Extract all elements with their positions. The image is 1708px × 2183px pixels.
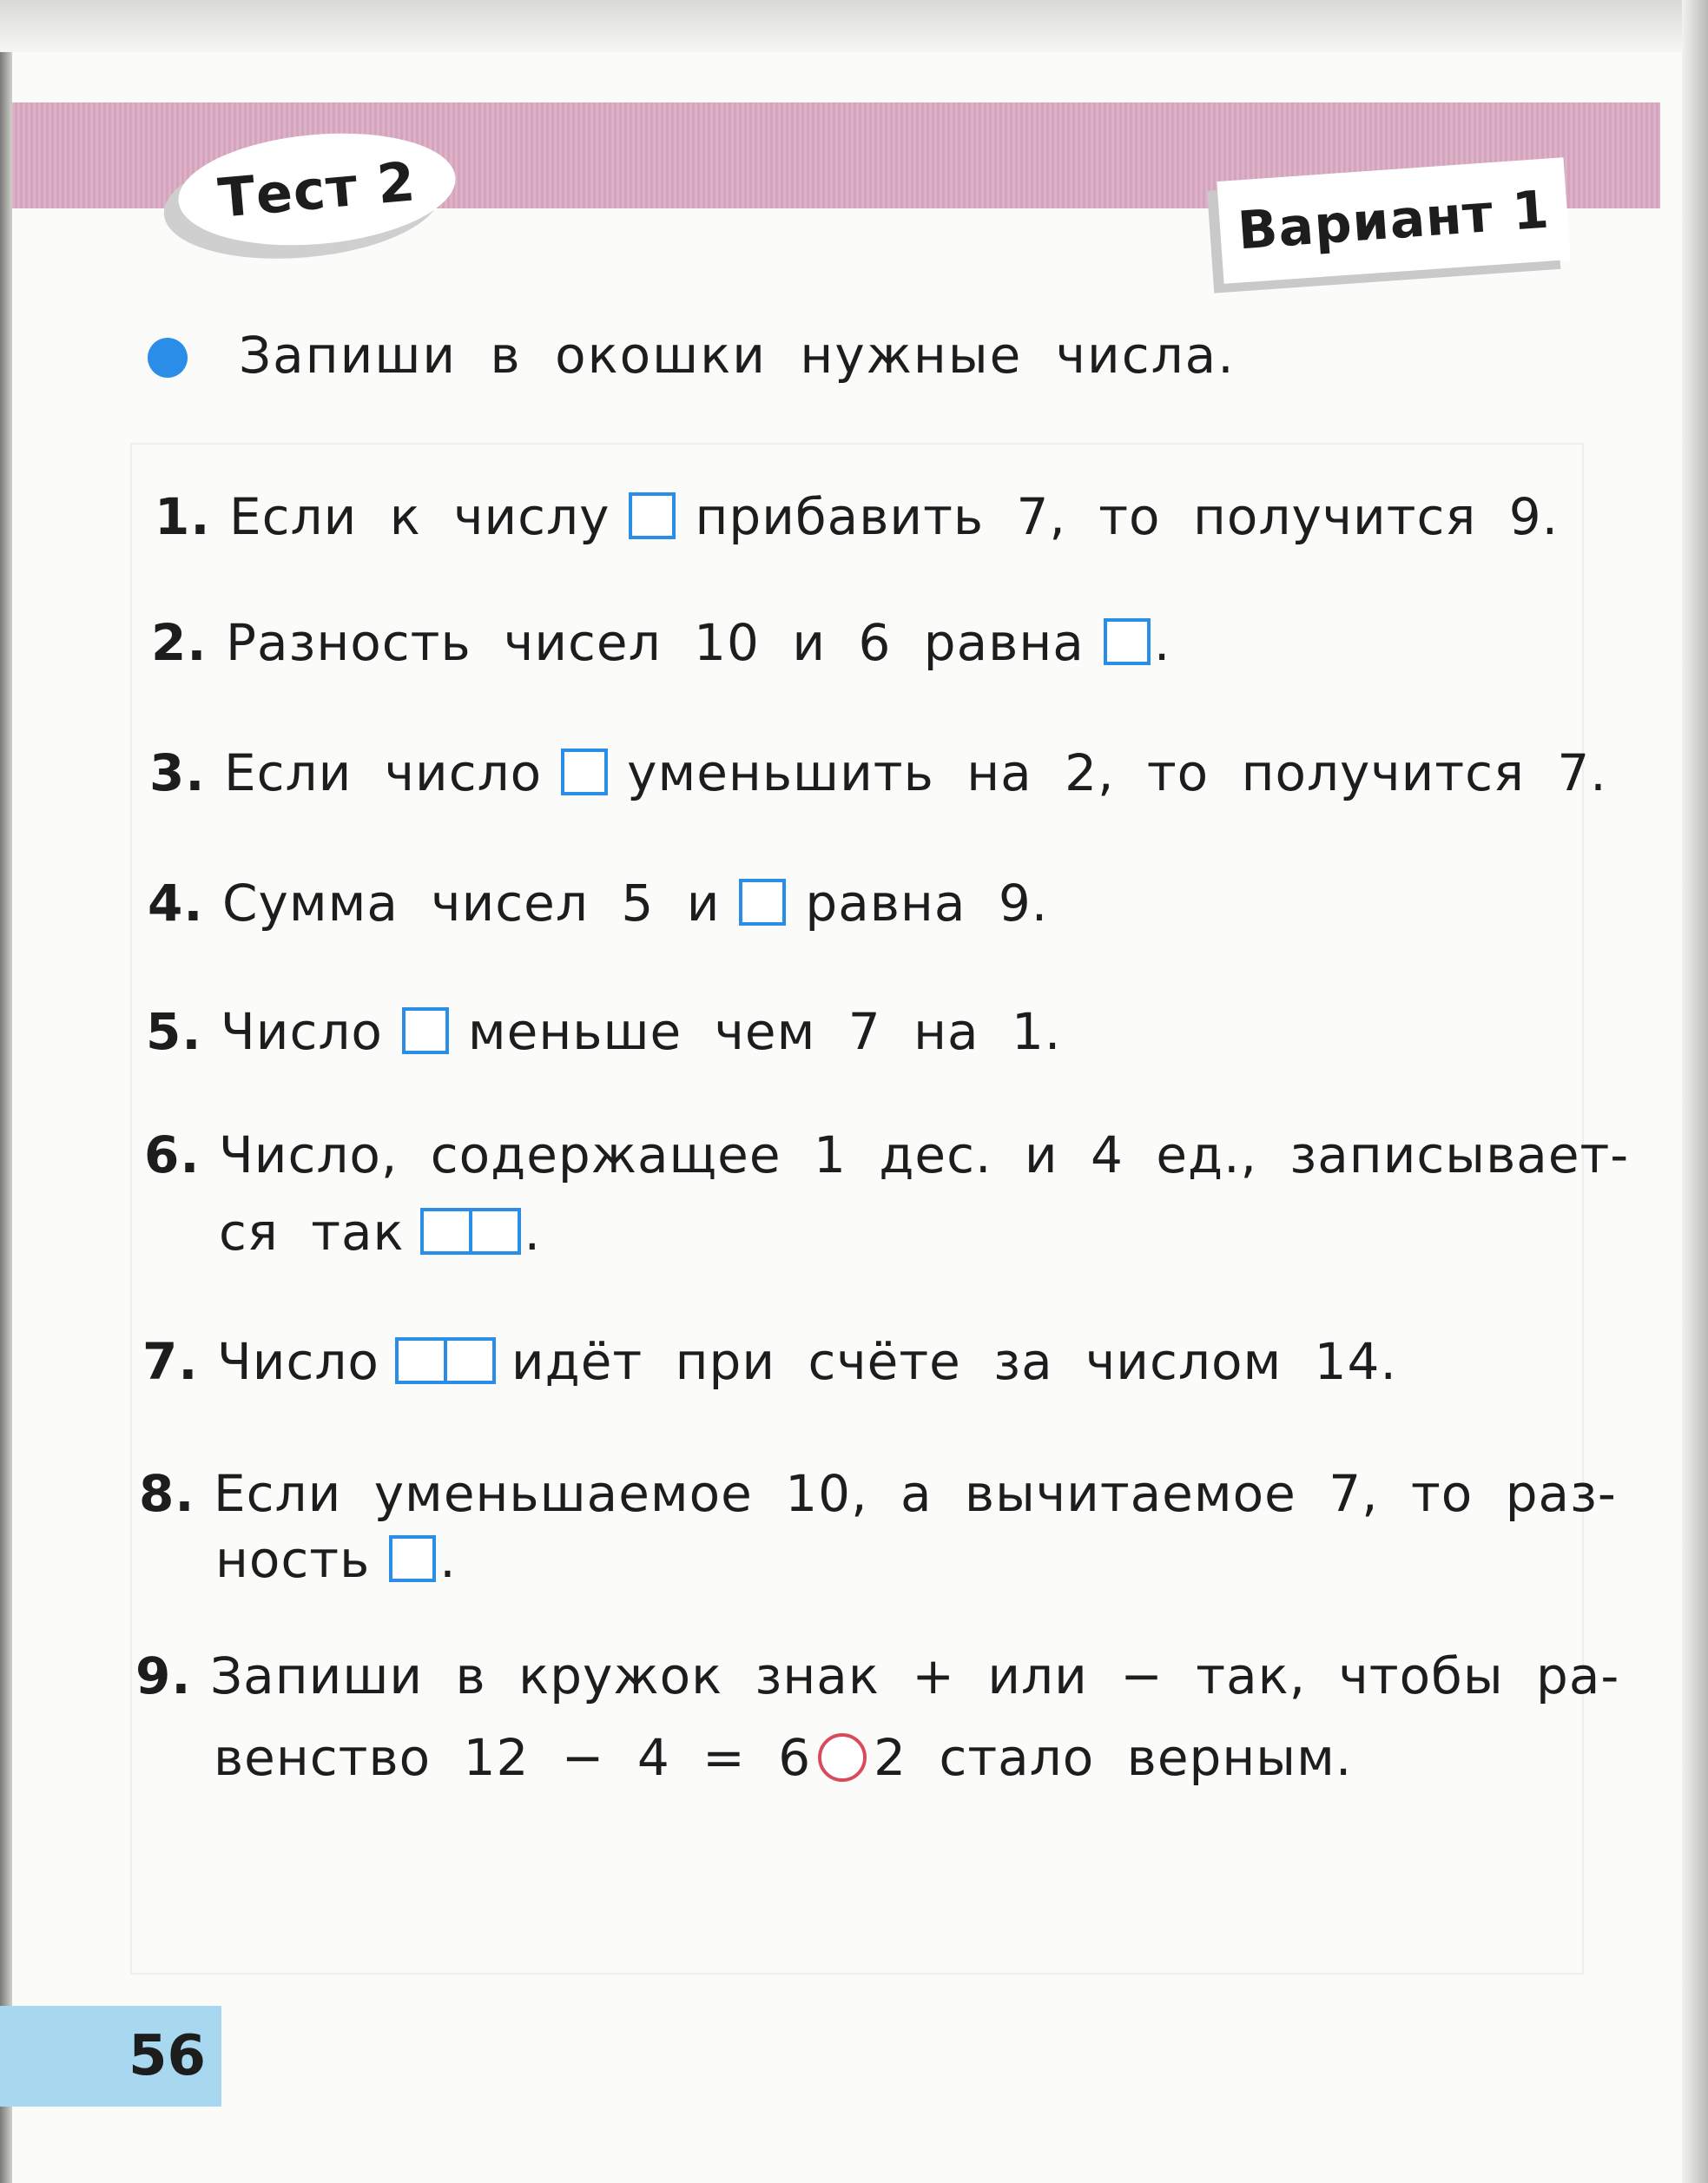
task-text: прибавить 7, то получится 9. xyxy=(695,487,1560,546)
task-text: Число xyxy=(221,1002,383,1061)
answer-box[interactable] xyxy=(1104,618,1151,665)
task-7 xyxy=(142,1327,1397,1396)
instruction xyxy=(148,326,1537,404)
task-9 xyxy=(135,1641,1619,1711)
task-text: Если уменьшаемое 10, а вычитаемое 7, то раз- xyxy=(214,1464,1617,1523)
task-number: 2. xyxy=(151,613,208,672)
task-text: Число xyxy=(217,1332,379,1391)
task-number: 9. xyxy=(135,1646,192,1705)
page-binding-edge xyxy=(0,0,12,2183)
answer-box[interactable] xyxy=(561,749,608,795)
task-text: венство 12 − 4 = 6 xyxy=(214,1728,812,1787)
task-9-continuation xyxy=(214,1728,1352,1787)
variant-label: Вариант 1 xyxy=(1236,179,1552,262)
task-text: Если к числу xyxy=(229,487,610,546)
page-number: 56 xyxy=(129,2024,207,2088)
page-right-edge xyxy=(1682,0,1708,2183)
task-number: 6. xyxy=(144,1125,201,1184)
task-text: . xyxy=(1153,613,1171,672)
task-text: Разность чисел 10 и 6 равна xyxy=(226,613,1085,672)
task-text: уменьшить на 2, то получится 7. xyxy=(627,743,1607,802)
task-text: . xyxy=(439,1530,457,1589)
task-number: 1. xyxy=(155,487,211,546)
test-label: Тест 2 xyxy=(215,148,419,230)
task-text: Если число xyxy=(224,743,543,802)
task-text: Запиши в кружок знак + или − так, чтобы ра- xyxy=(210,1646,1620,1705)
answer-box[interactable] xyxy=(739,879,786,926)
page-number-tab xyxy=(0,2006,221,2107)
task-2 xyxy=(151,608,1171,677)
task-number: 7. xyxy=(142,1332,199,1391)
task-8 xyxy=(139,1459,1617,1528)
bullet-icon xyxy=(148,338,188,378)
task-number: 5. xyxy=(146,1002,202,1061)
task-1 xyxy=(155,482,1559,551)
answer-double-box[interactable] xyxy=(395,1337,496,1384)
answer-box[interactable] xyxy=(389,1535,436,1582)
task-text: ся так xyxy=(219,1203,405,1262)
task-5 xyxy=(146,997,1061,1066)
task-text: равна 9. xyxy=(805,874,1049,933)
task-text: Число, содержащее 1 дес. и 4 ед., записывает- xyxy=(219,1125,1630,1184)
task-text: . xyxy=(524,1203,542,1262)
instruction-text: Запиши в окошки нужные числа. xyxy=(239,326,1236,385)
task-text: Сумма чисел 5 и xyxy=(222,874,721,933)
task-4 xyxy=(148,868,1048,938)
answer-double-box[interactable] xyxy=(420,1208,521,1255)
task-8-continuation xyxy=(215,1530,457,1589)
page-top-edge xyxy=(0,0,1708,52)
sign-circle[interactable] xyxy=(818,1733,867,1782)
task-number: 3. xyxy=(149,743,206,802)
answer-box[interactable] xyxy=(629,492,676,539)
task-text: 2 стало верным. xyxy=(874,1728,1353,1787)
task-text: меньше чем 7 на 1. xyxy=(467,1002,1062,1061)
task-6-continuation xyxy=(219,1203,541,1262)
task-3 xyxy=(149,738,1607,808)
answer-box[interactable] xyxy=(402,1007,449,1054)
task-6 xyxy=(144,1120,1629,1190)
task-text: идёт при счёте за числом 14. xyxy=(511,1332,1397,1391)
task-text: ность xyxy=(215,1530,371,1589)
task-number: 4. xyxy=(148,874,204,933)
task-number: 8. xyxy=(139,1464,195,1523)
